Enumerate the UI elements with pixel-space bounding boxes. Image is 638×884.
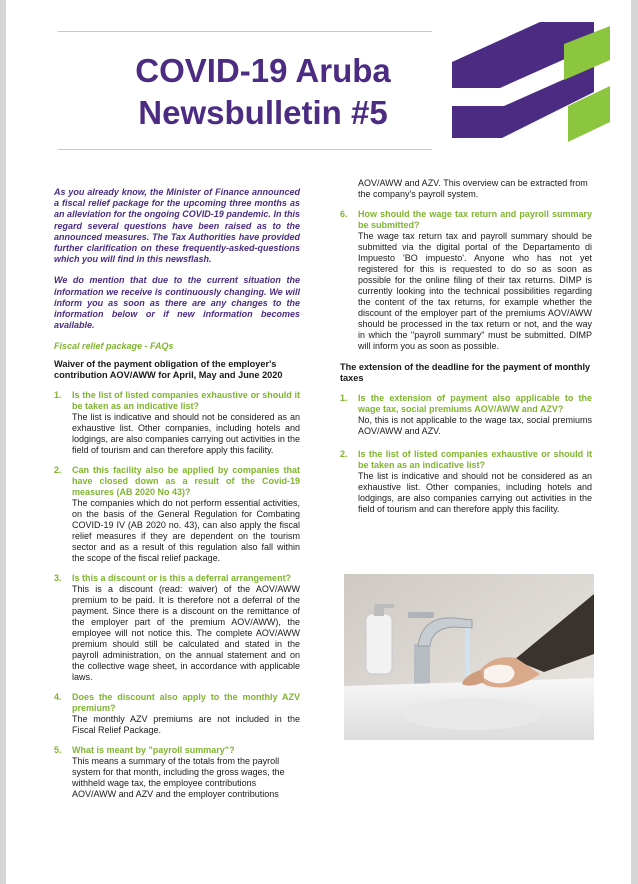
faq-answer: The list is indicative and should not be considered as an exhaustive list. Other companies, including hotels and lodgings, are also companies carrying out activities in the field of tourism and can therefore apply this facility. (358, 471, 592, 514)
faq-question: Is the list of listed companies exhaustive or should it be taken as an indicative list? (358, 449, 592, 470)
faq-answer: This is a discount (read: waiver) of the AOV/AWW premium to be paid. It is therefore not a deferral of the payment. Since there is a discount on the remittance of the employer part of the premium AOV/AWW), the employee will not notice this. The complete AOV/AWW premium should still be calculated and stated in the payroll administration, on the annual statement and on the collective wage sheet, in accordance with applicable laws. (72, 584, 300, 683)
section1-heading: Waiver of the payment obligation of the employer's contribution AOV/AWW for April, May and June 2020 (54, 359, 283, 381)
faq-question: What is meant by "payroll summary"? (72, 745, 235, 756)
faq-question: Can this facility also be applied by companies that have closed down as a result of the Covid-19 measures (AB 2020 No 43)? (72, 465, 300, 498)
faq2-item-1 (340, 393, 592, 437)
faq2-item-2 (340, 449, 592, 515)
intro-paragraph-1: As you already know, the Minister of Finance announced a fiscal relief package for the upcoming three months as an alleviation for the ongoing COVID-19 pandemic. In this regard several questions have been raised as to the announced measures. The Tax Authorities have provided further clarification on these frequently-asked-questions which you will find in this newsflash. (54, 187, 300, 265)
section-subtitle: Fiscal relief package - FAQs (54, 341, 174, 352)
hand-washing-photo (344, 574, 594, 740)
faq-answer: The wage tax return tax and payroll summary should be submitted via the digital portal of the Departamento di Impuesto 'BO impuesto'. Anyone who has not yet registered for this is requested to do so as soon as possible for the online filing of their tax returns. DIMP is currently looking into the technical possibilities regarding the content of the tax returns, for example whether the discount of the employer part of the premiums AOV/AWW should be processed in the tax return or not, and the way in which the "payroll summary" must be submitted. DIMP will inform you as soon as possible. (358, 231, 592, 351)
faq-number: 5. (54, 745, 62, 756)
soap-dispenser-body (366, 614, 392, 674)
bottom-title-rule (58, 149, 432, 150)
newsbulletin-page (6, 0, 631, 884)
faq-item-4 (54, 692, 300, 736)
faq-answer: The monthly AZV premiums are not included in the Fiscal Relief Package. (72, 714, 300, 736)
faq-item-5 (54, 745, 300, 800)
faq-number: 6. (340, 209, 348, 219)
faq-question: Is the extension of payment also applicable to the wage tax, social premiums AOV/AWW and AZV? (358, 393, 592, 414)
faq-number: 1. (54, 390, 62, 401)
faq-number: 3. (54, 573, 62, 584)
faq-question: Is the list of listed companies exhaustive or should it be taken as an indicative list? (72, 390, 300, 412)
faq-item-6 (340, 209, 592, 352)
faq-question: Is this a discount or is this a deferral arrangement? (72, 573, 292, 584)
faq-number: 2. (54, 465, 62, 476)
page-title-line1: COVID-19 Aruba (135, 52, 391, 89)
chevron-brand-logo-icon (444, 22, 614, 150)
faq-5-continuation: AOV/AWW and AZV. This overview can be extracted from the company's payroll system. (358, 178, 588, 199)
faucet-base (414, 644, 430, 686)
faq-question: How should the wage tax return and payroll summary be submitted? (358, 209, 592, 230)
soap-lather (484, 665, 515, 684)
faq-item-2 (54, 465, 300, 564)
faq-item-3 (54, 573, 300, 683)
left-column (54, 187, 300, 800)
hand-washing-illustration-icon (344, 574, 594, 740)
faq-answer: The list is indicative and should not be considered as an exhaustive list. Other companies, including hotels and lodgings, are also companies carrying out activities in the field of tourism and can therefore apply this facility. (72, 412, 300, 456)
faq-number: 4. (54, 692, 62, 703)
right-column (340, 178, 592, 515)
faq-answer: No, this is not applicable to the wage tax, social premiums AOV/AWW and AZV. (358, 415, 592, 436)
faq-answer: The companies which do not perform essential activities, on the basis of the General Regulation for Combating COVID-19 IV (AB 2020 no. 43), can also apply the fiscal relief measures if they are dependent on the tourism sector and as a result of this regulation also fall within the scope of the fiscal relief package. (72, 498, 300, 564)
page-title-line2: Newsbulletin #5 (138, 94, 388, 131)
section2-heading: The extension of the deadline for the payment of monthly taxes (340, 362, 591, 383)
faq-number: 1. (340, 393, 348, 403)
top-rule (58, 31, 432, 32)
faq-question: Does the discount also apply to the monthly AZV premium? (72, 692, 300, 714)
intro-paragraph-2: We do mention that due to the current situation the information we receive is continuously changing. We will inform you as soon as there are any changes to the information below or if new information becomes available. (54, 275, 300, 331)
faq-answer: This means a summary of the totals from the payroll system for that month, including the gross wages, the withheld wage tax, the employee contributions AOV/AWW and AZV and the employer contributions (72, 756, 285, 800)
faq-item-1 (54, 390, 300, 456)
faq-number: 2. (340, 449, 348, 459)
